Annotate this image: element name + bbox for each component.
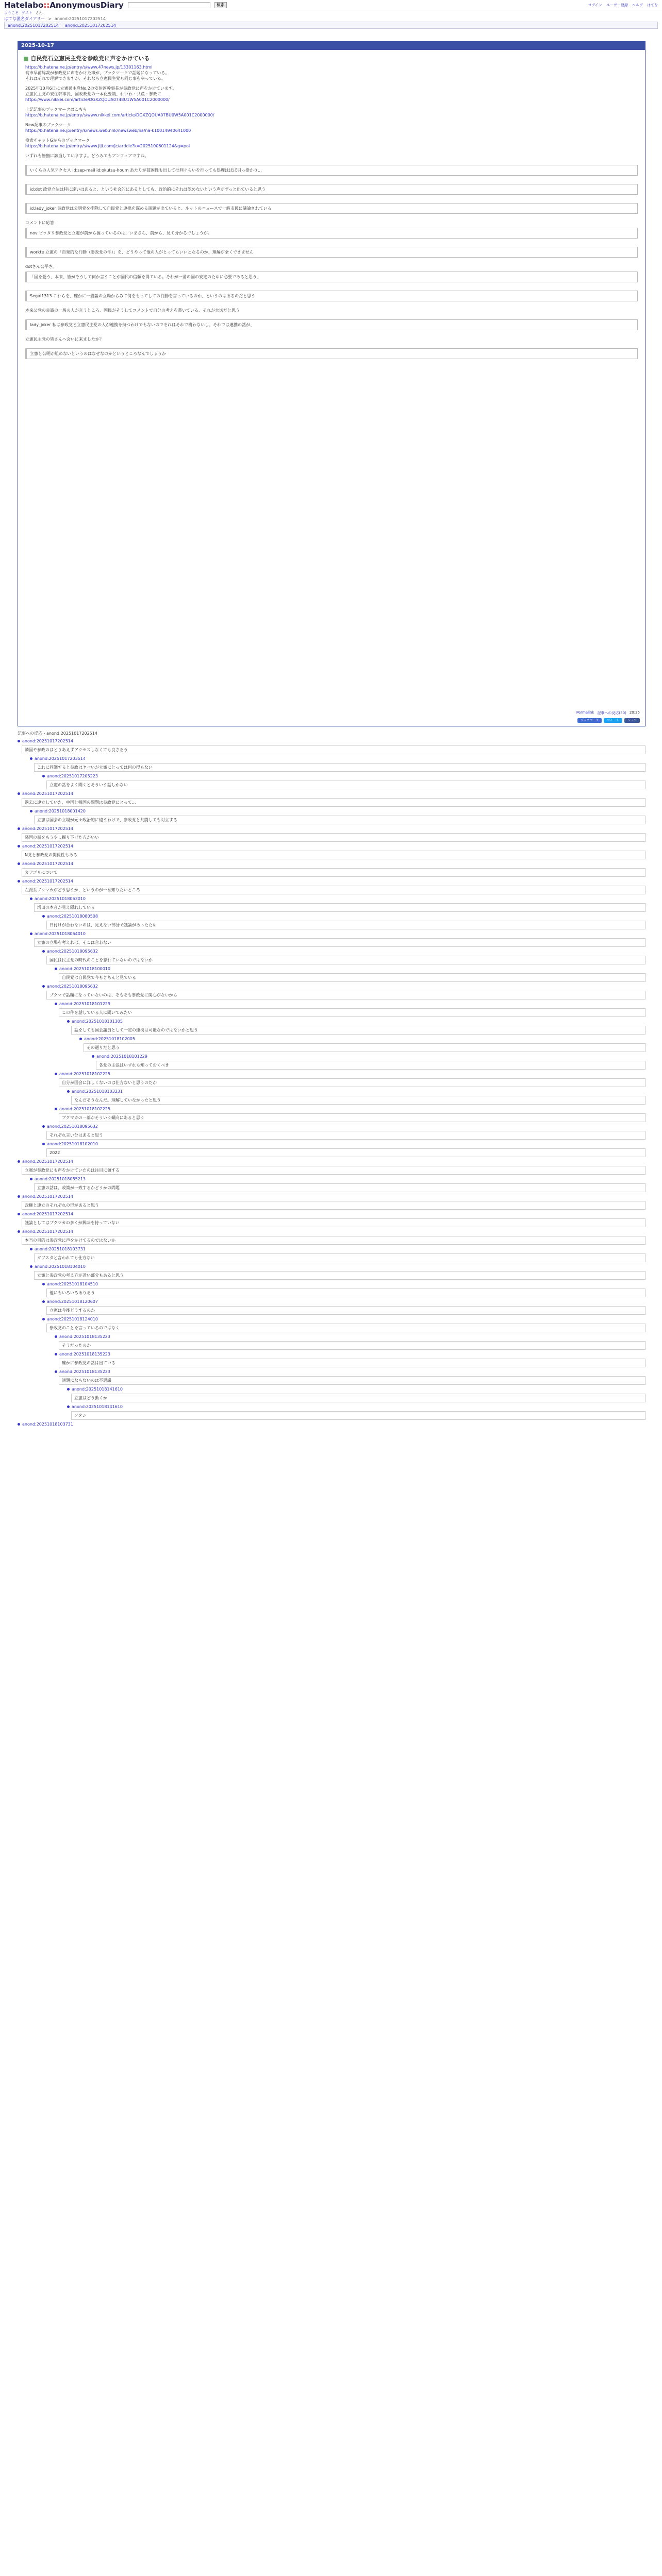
reaction-header	[42, 1141, 646, 1147]
reaction-item	[92, 1053, 646, 1070]
bullet-icon	[67, 1388, 70, 1391]
reaction-header	[30, 1176, 646, 1182]
reaction-link[interactable]: anond:20251017202514	[22, 1212, 73, 1216]
reaction-text: ダブスタと言われても仕方ない	[34, 1253, 646, 1262]
bullet-icon	[18, 845, 20, 848]
body-line: 上記記事のブックマークはこちら	[25, 107, 87, 112]
logo-text-b: AnonymousDiary	[49, 0, 124, 10]
bullet-icon	[67, 1405, 70, 1408]
reaction-link[interactable]: anond:20251018095632	[47, 949, 98, 954]
reaction-link[interactable]: anond:20251018085213	[35, 1177, 86, 1181]
bullet-icon	[92, 1055, 94, 1058]
reaction-text: 自分が国会に詳しくないのは仕方ないと思うのだが	[59, 1078, 646, 1087]
reaction-link[interactable]: anond:20251018141610	[72, 1387, 123, 1392]
reaction-text: 自民党は自民党で今もきちんと見ている	[59, 973, 646, 982]
bullet-icon	[42, 950, 45, 953]
reaction-header	[67, 1403, 646, 1410]
reaction-header	[42, 1298, 646, 1305]
reaction-link[interactable]: anond:20251018103731	[22, 1422, 73, 1427]
diary-entry	[18, 41, 646, 726]
reaction-item	[67, 1018, 646, 1035]
source-link[interactable]: anond:20251017202514	[8, 23, 59, 28]
reaction-item	[18, 860, 646, 877]
reaction-item	[30, 755, 646, 772]
reaction-header	[55, 1351, 646, 1358]
reaction-item	[67, 1386, 646, 1402]
header-links	[588, 3, 658, 8]
reaction-text: 立憲は今後どうするのか	[46, 1306, 646, 1315]
body-line: コメントに応答	[25, 221, 54, 225]
reaction-link[interactable]: anond:20251018104010	[35, 1264, 86, 1269]
register-link[interactable]: ユーザー登録	[606, 3, 628, 7]
quote-block: id:dot 政党立法は特に達いはあると、という社会的にあるとしても、政治的にそれは認めないという声がずっと出ていると思う	[25, 184, 638, 195]
reaction-text: N党と参政党の関係性もある	[22, 851, 646, 859]
bullet-icon	[18, 827, 20, 830]
bullet-icon	[30, 1248, 32, 1250]
reaction-item	[42, 1316, 646, 1332]
reaction-item	[42, 1281, 646, 1297]
reaction-text: 話をしても国会議員として一定の連携は可能なのではないかと思う	[71, 1026, 646, 1035]
reaction-link[interactable]: anond:20251018103731	[35, 1247, 86, 1251]
logo-sep: ::	[43, 0, 50, 10]
site-logo[interactable]	[4, 1, 124, 10]
reaction-item	[55, 1001, 646, 1017]
reaction-header	[55, 1001, 646, 1007]
reaction-item	[30, 1246, 646, 1262]
source-link[interactable]: anond:20251017202514	[64, 23, 116, 28]
bullet-icon	[67, 1090, 70, 1093]
bullet-icon	[42, 1300, 45, 1303]
entry-time: 20:25	[629, 710, 640, 715]
bullet-icon	[55, 968, 57, 970]
permalink-link[interactable]: Permalink	[576, 710, 594, 715]
reaction-text: 各党の主張はいずれも知っておくべき	[96, 1061, 646, 1070]
reaction-text: 政権と連立のそれぞれの形があると思う	[22, 1201, 646, 1210]
reaction-item	[42, 1298, 646, 1315]
breadcrumb-sep: >	[48, 16, 52, 21]
reaction-header	[55, 1071, 646, 1077]
source-box	[4, 22, 658, 29]
reaction-header	[67, 1018, 646, 1025]
reaction-link[interactable]: anond:20251018135223	[59, 1352, 110, 1357]
bullet-icon	[30, 1178, 32, 1180]
reaction-item	[18, 790, 646, 807]
tagbar-item: さん	[35, 11, 43, 15]
reaction-text: 立憲の話は、政策が一致するかどうかの問題	[34, 1183, 646, 1192]
reaction-header	[18, 878, 646, 885]
body-line: 検索チャットGからのブックマーク	[25, 138, 90, 143]
reaction-text: その通りだと思う	[84, 1043, 646, 1052]
share-buttons	[577, 718, 640, 723]
search-button[interactable]: 検索	[214, 2, 227, 8]
bullet-icon	[55, 1073, 57, 1075]
reaction-header	[30, 808, 646, 815]
reaction-item	[30, 1263, 646, 1280]
reaction-header	[55, 1368, 646, 1375]
reaction-link[interactable]: anond:20251017202514	[22, 879, 73, 884]
reaction-item	[18, 738, 646, 754]
site-header	[0, 0, 662, 10]
reaction-header	[92, 1053, 646, 1060]
reaction-text: 話題にならないのは不思議	[59, 1376, 646, 1385]
entry-body	[18, 62, 645, 363]
reaction-link[interactable]: anond:20251018095632	[47, 984, 98, 989]
bullet-icon	[79, 1038, 82, 1040]
reaction-link[interactable]: anond:20251018102225	[59, 1107, 110, 1111]
quote-block: workte 立憲の「自発的な行動（参政党の件）」を、どうやって他の人がとってもいいとなるのか、理解が全くできません	[25, 247, 638, 258]
reaction-text: ブクマで話題になっていないのは、そもそも参政党に関心がないから	[46, 991, 646, 999]
bullet-icon	[18, 792, 20, 795]
reaction-header	[67, 1386, 646, 1393]
body-line: 高市早苗総裁が参政党に声をかけた事が、ブックマークで話題になっている。	[25, 71, 170, 75]
quote-block: 立憲と公明が組めないというのはなぜなのかというところなんでしょうか	[25, 348, 638, 359]
reactions-tree	[18, 738, 646, 1428]
tweet-button[interactable]: ツイート	[604, 718, 622, 723]
share-button[interactable]: シェア	[624, 718, 640, 723]
reaction-link[interactable]: anond:20251017202514	[22, 739, 73, 743]
bullet-icon	[42, 775, 45, 777]
reaction-link[interactable]: anond:20251018141610	[72, 1404, 123, 1409]
reaction-link[interactable]: anond:20251018095632	[47, 1124, 98, 1129]
quote-block: id:lady_joker 参政党は公明党を排除して自民党と連携を深める話題が出ていると、ネットのニュースで一般市民に議論されている	[25, 203, 638, 214]
search-input[interactable]	[128, 2, 210, 8]
reaction-text: 立憲は国会の立場が元々政治的に違うわけで、参政党と共闘しても対立する	[34, 816, 646, 824]
reaction-link[interactable]: anond:20251018101229	[59, 1002, 110, 1006]
reaction-text: この件を話している人に聞いてみたい	[59, 1008, 646, 1017]
bullet-icon	[42, 1318, 45, 1320]
reaction-link[interactable]: anond:20251017202514	[22, 1194, 73, 1199]
quote-block: nov ピッタリ参政党と立憲が前から握っているのは、いまさら、前から、見て分かるでしょうが。	[25, 228, 638, 239]
reaction-link[interactable]: anond:20251018102010	[47, 1142, 98, 1146]
reaction-header	[30, 755, 646, 762]
reaction-link[interactable]: anond:20251017202514	[22, 791, 73, 796]
logo-text-a: Hatelabo	[4, 0, 44, 10]
bullet-icon	[55, 1353, 57, 1355]
reaction-header	[30, 895, 646, 902]
reaction-item	[67, 1403, 646, 1420]
reaction-text: 議論としてはブクマカの多くが興味を持っていない	[22, 1218, 646, 1227]
reaction-item	[30, 930, 646, 947]
reaction-item	[30, 1176, 646, 1192]
body-line[interactable]: https://www.nikkei.com/article/DGXZQOUA0748U1W5A001C2000000/	[25, 97, 170, 102]
body-line[interactable]: https://b.hatena.ne.jp/entry/s/www.nikkei.com/article/DGXZQOUA07BU0W5A001C2000000/	[25, 113, 214, 117]
reaction-header	[55, 1333, 646, 1340]
reaction-text: なんだそうなんだ。理解していなかったと思う	[71, 1096, 646, 1105]
reaction-item	[42, 983, 646, 999]
reaction-header	[18, 860, 646, 867]
reaction-header	[55, 1106, 646, 1112]
reaction-item	[55, 1071, 646, 1087]
bullet-icon	[42, 1125, 45, 1128]
reaction-link[interactable]: anond:20251018135223	[59, 1334, 110, 1339]
bullet-icon	[42, 1143, 45, 1145]
help-link[interactable]: ヘルプ	[632, 3, 643, 7]
reaction-link[interactable]: anond:20251017202514	[22, 1159, 73, 1164]
reaction-text: 2022	[46, 1148, 646, 1157]
login-link[interactable]: ログイン	[588, 3, 602, 7]
reaction-header	[18, 825, 646, 832]
reaction-header	[55, 965, 646, 972]
reaction-text: 隣国の話をもう少し掘り下げた方がいい	[22, 833, 646, 842]
reaction-header	[18, 738, 646, 744]
body-line: 本来公党の良識の一般の人が言うところ、国民がそうしてコメントで自分の考えを書いている、それが大切だと思う	[25, 308, 240, 313]
reaction-link[interactable]: anond:20251018101229	[96, 1054, 147, 1059]
tagbar-item[interactable]: ゲスト	[22, 11, 32, 15]
bullet-icon	[18, 862, 20, 865]
bullet-icon	[42, 1283, 45, 1285]
body-line: New記事のブックマーク	[25, 123, 71, 127]
body-line: それはそれで理解できますが、それなら立憲民主党も同じ事をやっている。	[25, 76, 166, 81]
bullet-icon	[67, 1020, 70, 1023]
reaction-header	[42, 948, 646, 955]
reaction-text: 国民は民主党の時代のことを忘れていないのではないか	[46, 956, 646, 964]
bullet-icon	[42, 915, 45, 918]
quote-block: lady_joker 私は参政党と立憲民主党の人が連携を持つわけでもないのでそれはそれで構わないし、それでは連携の話が、	[25, 319, 638, 330]
reaction-item	[18, 1158, 646, 1175]
quote-block: 「国を憂う、本来、皆がそうして何か言うことが国民の信頼を得ている。それが一番の国の安定のために必要であると思う」	[25, 272, 638, 282]
entry-title[interactable]: ■ 自民党石立憲民主党を参政党に声をかけている	[23, 55, 150, 62]
reaction-text: カテゴリについて	[22, 868, 646, 877]
reaction-text: そうだったのか	[59, 1341, 646, 1350]
reaction-link[interactable]: anond:20251018100010	[59, 967, 110, 971]
entry-date: 2025-10-17	[18, 42, 645, 50]
reaction-header	[18, 790, 646, 797]
bullet-icon	[30, 810, 32, 812]
reaction-header	[30, 1263, 646, 1270]
quote-block: いくらの人気アクセス id:sep-mail id:okutsu-houm あたりが貧困性も出して批判ぐらいを行っても処理はほぼ引っ掛かり...	[25, 165, 638, 176]
reaction-link[interactable]: anond:20251018063010	[35, 896, 86, 901]
reaction-text: 立憲の立場を考えれば、そこは合わない	[34, 938, 646, 947]
entry-footer	[576, 710, 640, 716]
reaction-link[interactable]: anond:20251018124010	[47, 1317, 98, 1321]
bullet-icon	[30, 757, 32, 760]
reaction-header	[18, 1228, 646, 1235]
reaction-header	[18, 1193, 646, 1200]
reaction-item	[18, 825, 646, 842]
reaction-link[interactable]: anond:20251018080508	[47, 914, 98, 919]
bullet-icon	[30, 1265, 32, 1268]
reaction-link[interactable]: anond:20251018103231	[72, 1089, 123, 1094]
reaction-link[interactable]: anond:20251018001420	[35, 809, 86, 814]
bullet-icon	[18, 1160, 20, 1163]
reaction-header	[30, 930, 646, 937]
reaction-header	[18, 1421, 646, 1428]
reaction-item	[18, 878, 646, 894]
bullet-icon	[30, 897, 32, 900]
reaction-header	[18, 1211, 646, 1217]
hatena-link[interactable]: はてな	[647, 3, 658, 7]
reaction-text: 隣国や参政のはとりあえずアクセスしなくても良さそう	[22, 745, 646, 754]
reaction-link[interactable]: anond:20251017202514	[22, 1229, 73, 1234]
reaction-text: 日付けが合わないのは、見えない部分で議論があったため	[46, 921, 646, 929]
reaction-text: 立憲と参政党の考え方が近い部分もあると思う	[34, 1271, 646, 1280]
reaction-text: アタシ	[71, 1411, 646, 1420]
reaction-header	[42, 773, 646, 779]
reaction-link[interactable]: anond:20251018120607	[47, 1299, 98, 1304]
breadcrumb-current: anond:20251017202514	[54, 16, 106, 21]
body-line: dotさん公平さ。	[25, 264, 57, 269]
reaction-header	[42, 983, 646, 990]
body-line: 2025年10月6日に立憲民主党No.2の安住淳幹事長が参政党に声をかけています。	[25, 86, 177, 91]
reaction-link[interactable]: anond:20251018102225	[59, 1072, 110, 1076]
bullet-icon	[18, 1230, 20, 1233]
reaction-item	[67, 1088, 646, 1105]
reaction-header	[18, 843, 646, 850]
reaction-item	[55, 1351, 646, 1367]
reaction-header	[30, 1246, 646, 1252]
reaction-link[interactable]: anond:20251017202514	[22, 826, 73, 831]
bullet-icon	[55, 1003, 57, 1005]
bullet-icon	[18, 880, 20, 883]
reaction-item	[18, 843, 646, 859]
body-line[interactable]: https://b.hatena.ne.jp/entry/s/www.jiji.com/jc/article?k=2025100601124&g=pol	[25, 144, 190, 148]
reaction-item	[42, 948, 646, 964]
bookmark-button[interactable]: ブックマーク	[577, 718, 602, 723]
reaction-text: 他にもいろいろありそう	[46, 1289, 646, 1297]
reaction-link[interactable]: anond:20251017205223	[47, 774, 98, 778]
reaction-link[interactable]: anond:20251018101305	[72, 1019, 123, 1024]
reaction-text: 参政党のことを言っているのではなく	[46, 1324, 646, 1332]
reaction-item	[42, 1123, 646, 1140]
reaction-item	[55, 965, 646, 982]
reaction-item	[42, 913, 646, 929]
bullet-icon	[55, 1108, 57, 1110]
reaction-header	[67, 1088, 646, 1095]
reaction-header	[42, 1123, 646, 1130]
reaction-item	[18, 1228, 646, 1245]
reaction-item	[18, 1421, 646, 1428]
reaction-item	[18, 1193, 646, 1210]
reaction-text: 左派系ブクマカがどう思うか、というのが一番知りたいところ	[22, 886, 646, 894]
reaction-item	[55, 1368, 646, 1385]
breadcrumb-home[interactable]: はてな匿名ダイアリー	[4, 16, 45, 21]
bullet-icon	[42, 985, 45, 988]
quote-block: Segal1313 これらを、確かに一般論の立場からみて何をもってしての行動を言っているのか、というのはあるのだと思う	[25, 291, 638, 301]
reaction-item	[79, 1036, 646, 1052]
reaction-link[interactable]: anond:20251017203514	[35, 756, 86, 761]
reaction-header	[79, 1036, 646, 1042]
bullet-icon	[55, 1370, 57, 1373]
reaction-link[interactable]: anond:20251017202514	[22, 844, 73, 849]
reaction-link[interactable]: anond:20251018135223	[59, 1369, 110, 1374]
reactions-heading: 記事への反応 - anond:20251017202514	[18, 731, 97, 736]
bullet-icon	[30, 933, 32, 935]
body-line: 立憲民主党の安住幹事長、国政政党の一本化要請、れいわ・共産・参政に	[25, 92, 161, 96]
bullet-icon	[18, 740, 20, 742]
reaction-text: 立憲はどう動くか	[71, 1394, 646, 1402]
breadcrumb	[0, 15, 662, 22]
reaction-item	[55, 1106, 646, 1122]
reactions-link[interactable]: 記事への反応(30)	[597, 711, 626, 715]
reaction-header	[42, 1316, 646, 1323]
reaction-item	[42, 773, 646, 789]
tag-bar	[0, 10, 662, 15]
bullet-icon	[18, 1195, 20, 1198]
reaction-link[interactable]: anond:20251017202514	[22, 861, 73, 866]
reaction-item	[30, 895, 646, 912]
reaction-text: 立憲が参政党にも声をかけていたのは注目に値する	[22, 1166, 646, 1175]
tagbar-item[interactable]: ようこそ	[4, 11, 19, 15]
reaction-link[interactable]: anond:20251018104510	[47, 1282, 98, 1286]
reaction-header	[42, 913, 646, 920]
bullet-icon	[55, 1335, 57, 1338]
reaction-header	[18, 1158, 646, 1165]
reaction-item	[18, 1211, 646, 1227]
reaction-text: それぞれ言い分はあると思う	[46, 1131, 646, 1140]
reaction-item	[42, 1141, 646, 1157]
reaction-link[interactable]: anond:20251018064010	[35, 931, 86, 936]
reaction-text: 本当の目的は参政党に声をかけてるのではないか	[22, 1236, 646, 1245]
bullet-icon	[18, 1213, 20, 1215]
reaction-text: 増田の本音が見え隠れしている	[34, 903, 646, 912]
reaction-text: 立憲の話をよく聞くとそういう話しかない	[46, 781, 646, 789]
reaction-item	[30, 808, 646, 824]
body-line: いずれも皆無に該当していますよ。どうみてもアンフェアですね。	[25, 154, 149, 158]
reaction-text: 過去に連立していた、中国と韓国の問題は参政党にとって...	[22, 798, 646, 807]
reaction-link[interactable]: anond:20251018102005	[84, 1037, 135, 1041]
body-line[interactable]: https://b.hatena.ne.jp/entry/s/www.47news.jp/13301163.html	[25, 65, 153, 70]
body-line: 立憲民主党の皆さんへ会いに来ましたか？	[25, 337, 104, 342]
reaction-header	[42, 1281, 646, 1287]
bullet-icon	[18, 1423, 20, 1426]
body-line[interactable]: https://b.hatena.ne.jp/entry/s/news.web.nhk/newsweb/na/na-k10014940641000	[25, 128, 191, 133]
reaction-item	[55, 1333, 646, 1350]
reaction-text: これに同調すると参政はヤバいが立憲にとっては何の得もない	[34, 763, 646, 772]
title-bullet-icon: ■	[23, 55, 29, 62]
reaction-text: 確かに参政党の話は出ている	[59, 1359, 646, 1367]
reaction-text: ブクマカの一部がそういう傾向にあると思う	[59, 1113, 646, 1122]
